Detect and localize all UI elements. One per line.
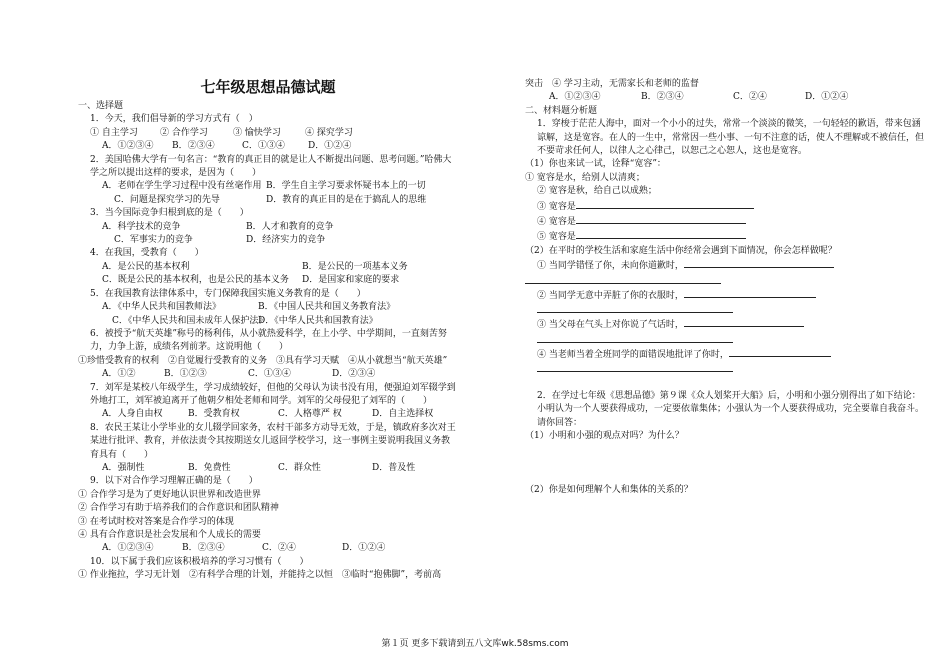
answer-blank[interactable] <box>537 303 733 313</box>
question-stem: 3．当今国际竞争归根到底的是（ ） <box>90 208 249 219</box>
answer-blank[interactable] <box>537 333 733 343</box>
answer-blank[interactable] <box>684 317 804 327</box>
option-c[interactable]: C．人格尊严 权 <box>278 409 342 420</box>
case-label: ② 当同学无意中弄脏了你的衣服时， <box>537 290 684 301</box>
option-d[interactable]: D．①②④ <box>308 141 352 152</box>
option-a[interactable]: A．科学技术的竞争 <box>102 221 181 232</box>
question-stem: 4．在我国，受教育（ ） <box>90 248 204 259</box>
answer-options <box>78 408 458 421</box>
option-b[interactable]: B．学生自主学习要求怀疑书本上的一切 <box>266 181 426 192</box>
answer-options <box>78 462 458 475</box>
case-line <box>525 347 925 362</box>
page-title: 七年级思想品德试题 <box>200 78 336 96</box>
option-a[interactable]: A．①②③④ <box>102 141 154 152</box>
case-line <box>525 288 925 303</box>
option-c[interactable]: C．群众性 <box>278 462 321 473</box>
fill-label: ③ 宽容是 <box>537 201 576 212</box>
page-footer: 第１页 更多下载请到五八文库wk.58sms.com <box>381 639 569 649</box>
answer-blank[interactable] <box>525 274 721 284</box>
answer-blank[interactable] <box>576 199 754 209</box>
answer-blank[interactable] <box>537 362 733 372</box>
option-a[interactable]: A．①② <box>102 369 136 380</box>
item: ④ 具有合作意识是社会发展和个人成长的需要 <box>78 530 261 540</box>
answer-options <box>78 542 458 555</box>
sub-question: （1）你也来试一试，诠释“宽容”： <box>525 159 666 170</box>
question-stem: 8．农民王某让小学毕业的女儿辍学回家务，农村干部多方动导无效，于是，镇政府多次对王某进行批评、教育，并依法责令其按期送女儿返回学校学习，这一事例主要说明我国义务教育具有（ ） <box>90 422 456 460</box>
answer-options <box>78 301 458 314</box>
option-c[interactable]: C．②④ <box>262 543 296 554</box>
right-column <box>525 78 925 497</box>
option-a[interactable]: A．老师在学生学习过程中没有丝毫作用 <box>102 181 262 192</box>
answer-options <box>78 234 458 247</box>
option-d[interactable]: D．是国家和家庭的要求 <box>302 275 400 286</box>
option-b[interactable]: B．免费性 <box>188 462 231 473</box>
fill-label: ⑤ 宽容是 <box>537 232 576 243</box>
option-c[interactable]: C．①③④ <box>248 369 291 380</box>
section-heading: 二、材料题分析题 <box>525 105 598 116</box>
fill-line <box>525 214 925 229</box>
item: ③ 愉快学习 <box>233 127 281 138</box>
sub-question: （2）你是如何理解个人和集体的关系的？ <box>525 484 693 495</box>
option-b[interactable]: B．②③④ <box>641 92 684 103</box>
question-stem: 1．今天，我们倡导新的学习方式有（ ） <box>90 114 258 125</box>
left-column <box>78 0 458 583</box>
option-d[interactable]: D．普及性 <box>372 462 416 473</box>
option-a[interactable]: A．①②③④ <box>549 92 601 103</box>
case-line <box>525 317 925 332</box>
item: ① 合作学习是为了更好地认识世界和改造世界 <box>78 489 261 500</box>
answer-options <box>78 274 458 287</box>
option-d[interactable]: D．《中华人民共和国教育法》 <box>258 315 378 326</box>
option-b[interactable]: B．②③④ <box>182 543 225 554</box>
option-d[interactable]: D．经济实力的竞争 <box>246 235 326 246</box>
case-label: ③ 当父母在气头上对你说了气话时， <box>537 320 684 331</box>
option-a[interactable]: A．①②③④ <box>102 543 154 554</box>
item: ② 合作学习 <box>160 127 208 138</box>
sub-question: （2）在平时的学校生活和家庭生活中你经常会遇到下面情况，你会怎样做呢？ <box>525 245 837 256</box>
question-stem: 6．被授予“航天英雄”称号的杨利伟，从小就热爱科学，在上小学、中学期间，一直刻苦努力，力争上游，成绩名列前茅。这说明他（ ） <box>90 328 447 353</box>
answer-options <box>78 221 458 234</box>
question-stem: 7．刘军是某校八年级学生，学习成绩较好，但他的父母认为读书没有用，便强迫刘军辍学到外地打工，刘军被迫离开了他朝夕相处老师和同学。刘军的父母侵犯了刘军的（ ） <box>90 382 456 406</box>
answer-options <box>78 140 458 153</box>
answer-blank[interactable] <box>729 347 831 357</box>
option-b[interactable]: B．受教育权 <box>188 409 240 420</box>
option-c[interactable]: C．问题是探究学习的先导 <box>114 194 220 205</box>
question-items: ①珍惜受教育的权利 ②自觉履行受教育的义务 ③具有学习天赋 ④从小就想当“航天英雄” <box>78 355 448 366</box>
answer-options <box>78 194 458 207</box>
question-items: 突击 ④ 学习主动，无需家长和老师的监督 <box>525 79 699 89</box>
fill-line <box>525 229 925 244</box>
option-c[interactable]: C．军事实力的竞争 <box>114 235 193 246</box>
option-b[interactable]: B．②③④ <box>172 141 215 152</box>
answer-blank[interactable] <box>576 229 746 239</box>
question-stem: 9．以下对合作学习理解正确的是（ ） <box>90 476 258 487</box>
answer-options <box>525 91 925 104</box>
item: ④ 探究学习 <box>305 127 353 138</box>
fill-label: ④ 宽容是 <box>537 217 576 228</box>
fill-line: ② 宽容是秋，给自己以成熟； <box>537 186 657 197</box>
option-c[interactable]: C．既是公民的基本权利，也是公民的基本义务 <box>102 275 289 286</box>
question-stem: 2．美国哈佛大学有一句名言：“教育的真正目的就是让人不断提出问题、思考问题。”哈佛大学之所以提出这样的要求，是因为（ ） <box>90 154 452 179</box>
case-label: ① 当同学错怪了你，未向你道歉时， <box>537 261 684 272</box>
item: ① 自主学习 <box>90 127 138 138</box>
option-a[interactable]: A．是公民的基本权利 <box>102 261 190 272</box>
option-b[interactable]: B．《中国人民共和国义务教育法》 <box>258 302 396 313</box>
case-label: ④ 当老师当着全班同学的面错误地批评了你时， <box>537 349 729 360</box>
question-items: ① 作业拖拉，学习无计划 ②有科学合理的计划，并能持之以恒 ③临时“抱佛脚”，考前高 <box>78 570 442 581</box>
option-d[interactable]: D．①②④ <box>342 543 386 554</box>
option-d[interactable]: D．①②④ <box>805 92 849 103</box>
option-c[interactable]: C．①③④ <box>242 141 285 152</box>
answer-options <box>78 261 458 274</box>
answer-options <box>78 180 458 193</box>
option-a[interactable]: A．人身自由权 <box>102 409 163 420</box>
question-stem: 10．以下属于我们应该积极培养的学习习惯有（ ） <box>90 556 309 567</box>
prompt: 请你回答： <box>537 417 583 428</box>
option-b[interactable]: B．是公民的一项基本义务 <box>302 261 408 272</box>
case-line <box>525 258 925 273</box>
answer-options <box>78 368 458 381</box>
answer-blank[interactable] <box>576 214 746 224</box>
material-text: 1．穿梭于茫茫人海中，面对一个小小的过失，常常一个淡淡的微笑，一句轻轻的歉语，带来包涵谅解，这是宽容。在人的一生中，常常因一些小事、一句不注意的话，使人不理解或不被信任，但不要苛求任何人，以律人之心律己，以恕己之心恕人，这也是宽容。 <box>537 119 925 157</box>
option-c[interactable]: C．②④ <box>733 92 767 103</box>
sub-question: （1）小明和小强的观点对吗？为什么？ <box>525 431 684 442</box>
option-b[interactable]: B．①②③ <box>164 369 207 380</box>
item: ③ 在考试时校对答案是合作学习的体现 <box>78 516 234 527</box>
fill-line <box>525 199 925 214</box>
section-heading: 一、选择题 <box>78 101 124 111</box>
answer-options <box>78 315 458 328</box>
option-d[interactable]: D．②③④ <box>332 369 376 380</box>
option-b[interactable]: B．人才和教育的竞争 <box>246 221 334 232</box>
answer-blank[interactable] <box>684 288 816 298</box>
material-text: 2．在学过七年级《思想品德》第９课《众人划桨开大船》后，小明和小强分别得出了如下结论：小明认为一个人要获得成功，一定要依靠集体；小强认为一个人要获得成功，完全要靠自我奋斗。 <box>537 390 925 415</box>
fill-line: ① 宽容是水，给别人以清爽； <box>525 172 645 183</box>
option-c[interactable]: C．《中华人民共和国未成年人保护法》 <box>112 315 268 326</box>
option-d[interactable]: D．自主选择权 <box>372 409 434 420</box>
answer-blank[interactable] <box>684 258 834 268</box>
option-a[interactable]: A．《中华人民共和国教师法》 <box>102 302 222 313</box>
option-d[interactable]: D．教育的真正目的是在于搞乱人的思维 <box>266 194 427 205</box>
option-a[interactable]: A．强制性 <box>102 462 145 473</box>
item: ② 合作学习有助于培养我们的合作意识和团队精神 <box>78 503 279 514</box>
question-items <box>78 127 458 140</box>
question-stem: 5．在我国教育法律体系中，专门保障我国实施义务教育的是（ ） <box>90 288 366 299</box>
